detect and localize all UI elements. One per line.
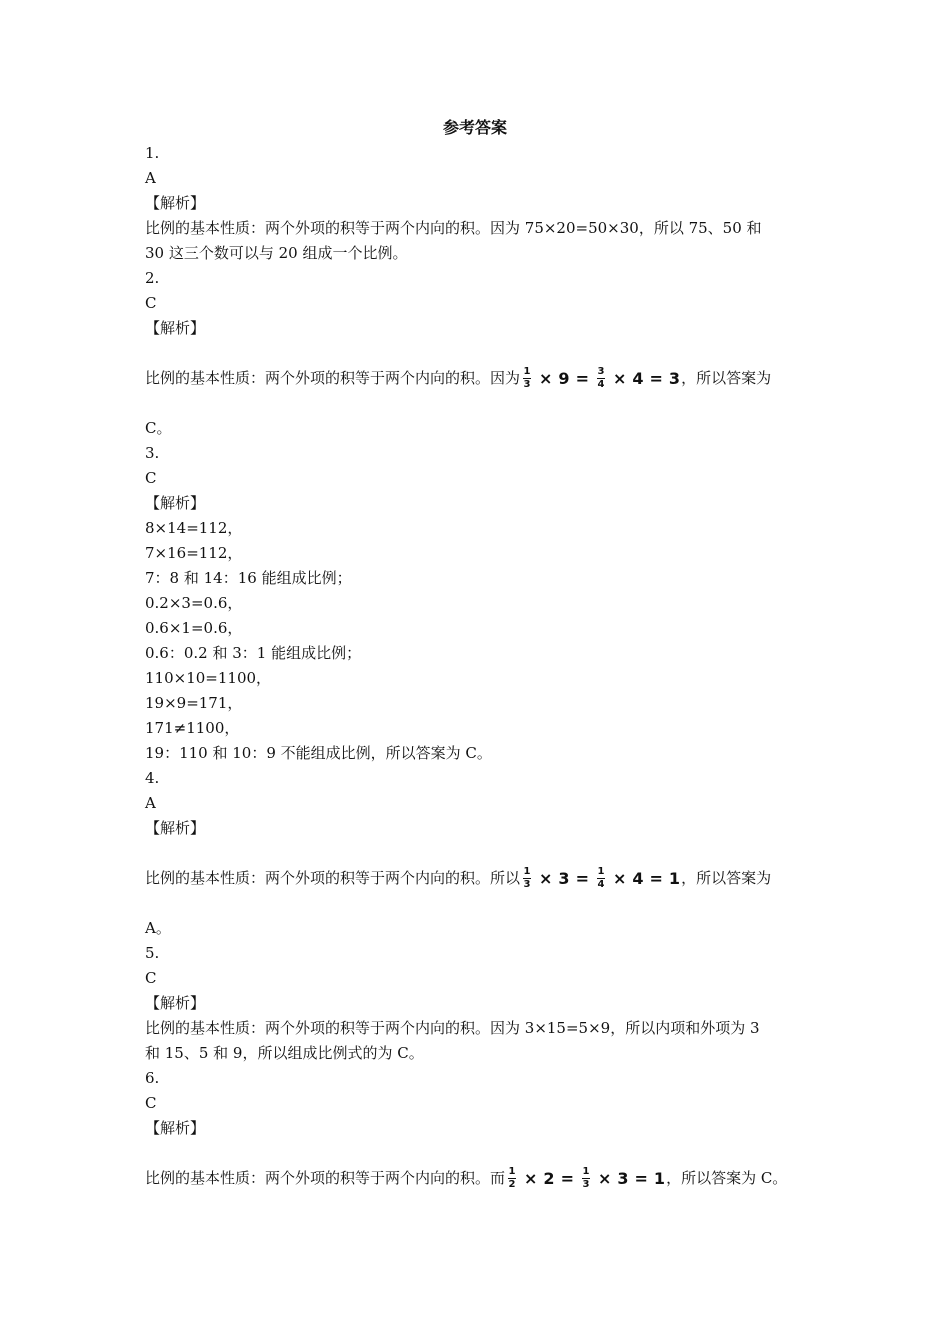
- fraction: [582, 1167, 590, 1190]
- q2-explanation-suffix: ，所以答案为: [681, 369, 772, 387]
- result: 3: [668, 369, 681, 388]
- q4-explanation-tail: A。: [145, 919, 171, 937]
- equals-sign: =: [575, 869, 589, 888]
- fraction: [523, 867, 531, 890]
- denominator: 4: [597, 379, 605, 390]
- result: 1: [668, 869, 681, 888]
- q3-number: 3.: [145, 444, 160, 462]
- q3-step: 0.2×3=0.6，: [145, 594, 243, 612]
- times-sign: ×: [539, 869, 553, 888]
- q4-answer: A: [145, 794, 156, 812]
- q1-number: 1.: [145, 144, 160, 162]
- q1-explanation-line-2: 30 这三个数可以与 20 组成一个比例。: [145, 244, 408, 262]
- numerator: 1: [523, 866, 531, 877]
- q6-answer: C: [145, 1094, 157, 1112]
- q6-explanation-prefix: 比例的基本性质：两个外项的积等于两个内向的积。而: [145, 1169, 506, 1187]
- result: 1: [653, 1169, 666, 1188]
- q3-step: 7×16=112，: [145, 544, 243, 562]
- q6-formula: [506, 1166, 665, 1191]
- denominator: 2: [508, 1179, 516, 1190]
- equals-sign: =: [634, 1169, 648, 1188]
- q1-answer: A: [145, 169, 156, 187]
- q6-analysis-tag: 【解析】: [145, 1119, 206, 1137]
- q5-explanation-line-1: 比例的基本性质：两个外项的积等于两个内向的积。因为 3×15=5×9，所以内项和外项为 3: [145, 1019, 760, 1037]
- q3-step: 171≠1100，: [145, 719, 240, 737]
- q4-explanation-suffix: ，所以答案为: [681, 869, 772, 887]
- q6-number: 6.: [145, 1069, 160, 1087]
- operand: 3: [617, 1169, 629, 1188]
- q1-explanation-line-1: 比例的基本性质：两个外项的积等于两个内向的积。因为 75×20=50×30，所以 75、50 和: [145, 219, 762, 237]
- q4-analysis-tag: 【解析】: [145, 819, 206, 837]
- fraction: [597, 867, 605, 890]
- fraction: [597, 367, 605, 390]
- operand: 9: [558, 369, 570, 388]
- q2-answer: C: [145, 294, 157, 312]
- operand: 4: [632, 869, 644, 888]
- fraction: [508, 1167, 516, 1190]
- numerator: 1: [597, 866, 605, 877]
- q4-formula: [521, 866, 680, 891]
- q5-analysis-tag: 【解析】: [145, 994, 206, 1012]
- operand: 4: [632, 369, 644, 388]
- q3-step: 7：8 和 14：16 能组成比例；: [145, 569, 352, 587]
- q5-answer: C: [145, 969, 157, 987]
- q4-explanation: [145, 866, 810, 891]
- q3-step: 110×10=1100，: [145, 669, 272, 687]
- numerator: 3: [597, 366, 605, 377]
- q3-step: 0.6×1=0.6，: [145, 619, 243, 637]
- times-sign: ×: [597, 1169, 612, 1188]
- q2-number: 2.: [145, 269, 160, 287]
- q5-explanation-line-2: 和 15、5 和 9，所以组成比例式的为 C。: [145, 1044, 424, 1062]
- times-sign: ×: [539, 369, 553, 388]
- q2-explanation: [145, 366, 810, 391]
- q3-analysis-tag: 【解析】: [145, 494, 206, 512]
- q6-explanation-suffix: ，所以答案为 C。: [666, 1169, 788, 1187]
- numerator: 1: [523, 366, 531, 377]
- equals-sign: =: [649, 869, 663, 888]
- q3-step: 19×9=171，: [145, 694, 243, 712]
- answer-content: [145, 141, 810, 1216]
- times-sign: ×: [612, 869, 627, 888]
- q4-number: 4.: [145, 769, 160, 787]
- q2-formula: [521, 366, 680, 391]
- equals-sign: =: [560, 1169, 574, 1188]
- page-title: 参考答案: [442, 118, 507, 137]
- q2-explanation-tail: C。: [145, 419, 172, 437]
- times-sign: ×: [612, 369, 627, 388]
- q2-explanation-prefix: 比例的基本性质：两个外项的积等于两个内向的积。因为: [145, 369, 521, 387]
- denominator: 3: [523, 879, 531, 890]
- q3-answer: C: [145, 469, 157, 487]
- numerator: 1: [582, 1166, 590, 1177]
- q4-explanation-prefix: 比例的基本性质：两个外项的积等于两个内向的积。所以: [145, 869, 521, 887]
- equals-sign: =: [575, 369, 589, 388]
- q3-step: 19：110 和 10：9 不能组成比例，所以答案为 C。: [145, 744, 492, 762]
- operand: 3: [558, 869, 570, 888]
- denominator: 3: [582, 1179, 590, 1190]
- operand: 2: [543, 1169, 555, 1188]
- q3-step: 8×14=112，: [145, 519, 243, 537]
- q1-analysis-tag: 【解析】: [145, 194, 206, 212]
- equals-sign: =: [649, 369, 663, 388]
- q2-analysis-tag: 【解析】: [145, 319, 206, 337]
- q6-explanation: [145, 1166, 810, 1191]
- times-sign: ×: [524, 1169, 538, 1188]
- numerator: 1: [508, 1166, 516, 1177]
- denominator: 3: [523, 379, 531, 390]
- q5-number: 5.: [145, 944, 160, 962]
- q3-step: 0.6：0.2 和 3：1 能组成比例；: [145, 644, 362, 662]
- denominator: 4: [597, 879, 605, 890]
- fraction: [523, 367, 531, 390]
